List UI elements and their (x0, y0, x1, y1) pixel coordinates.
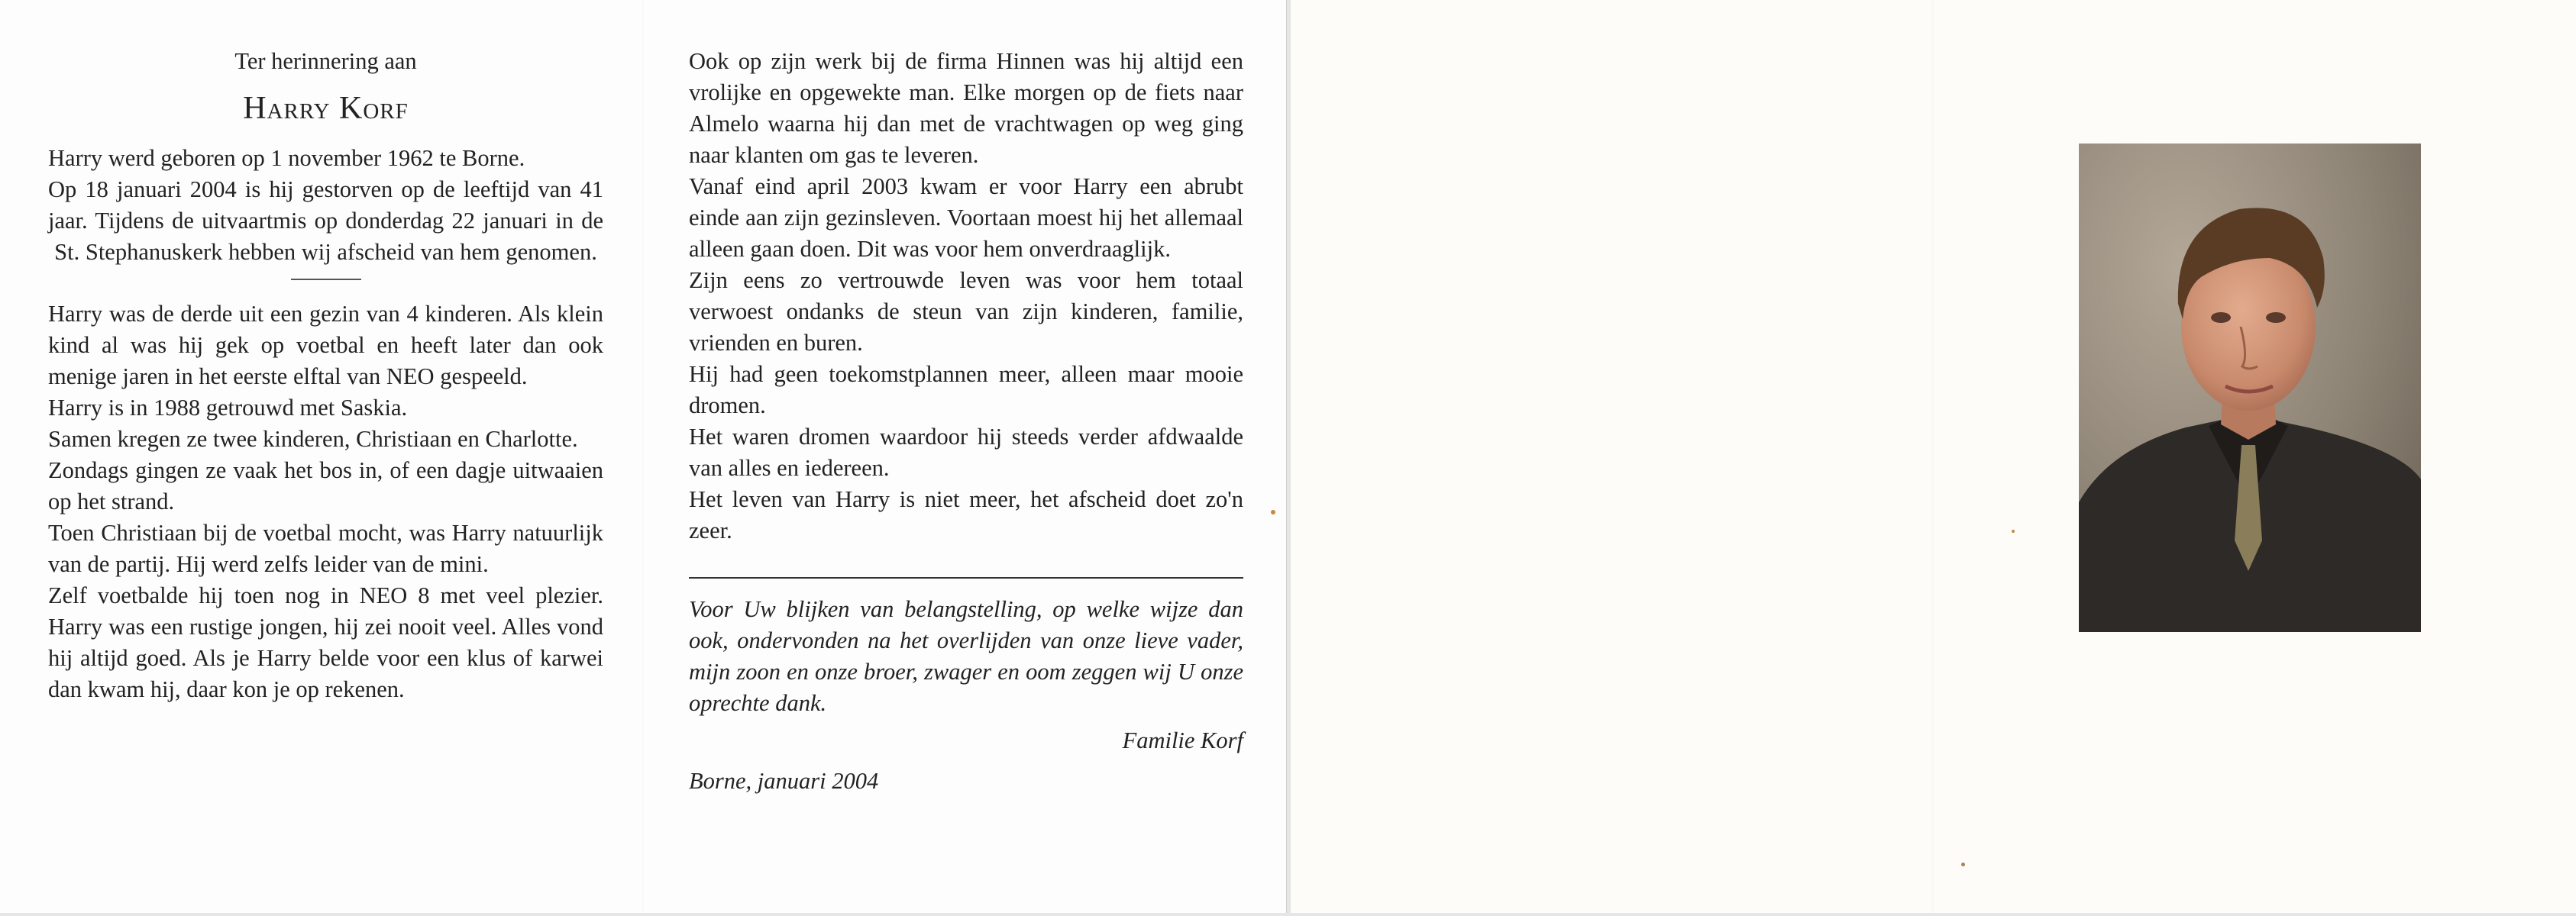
paragraph: Zondags gingen ze vaak het bos in, of een dagje uitwaaien op het strand. (48, 457, 603, 514)
paragraph: Zelf voetbalde hij toen nog in NEO 8 met veel plezier. Harry was een rustige jongen, hij zei nooit veel. Alles vond hij altijd goed. Als je Harry belde voor een klus of karwei dan kwam hij, daar kon je op rekenen. (48, 582, 603, 702)
deceased-name: Harry Korf (243, 91, 409, 126)
place-date: Borne, januari 2004 (689, 768, 879, 794)
portrait-illustration (2079, 144, 2421, 632)
paper-speck (1271, 510, 1275, 514)
birth-line: Harry werd geboren op 1 november 1962 te Borne. (48, 145, 525, 171)
fold-line (1932, 0, 1934, 913)
right-eye (2266, 312, 2286, 323)
paragraph: Harry is in 1988 getrouwd met Saskia. (48, 395, 408, 421)
fold-line (642, 0, 644, 913)
death-line: Op 18 januari 2004 is hij gestorven op de leeftijd van 41 jaar. Tijdens de uitvaartmis op donderdag 22 januari in de St. Stephanuskerk hebben wij afscheid van hem genomen. (48, 176, 603, 265)
card-inner-spread (0, 0, 1287, 913)
family-signature: Familie Korf (1122, 727, 1243, 753)
intro-text: Ter herinnering aan (234, 48, 417, 74)
portrait-photo (2079, 144, 2421, 632)
paragraph: Hij had geen toekomstplannen meer, alleen maar mooie dromen. (689, 361, 1243, 418)
thanks-rule (689, 577, 1243, 579)
paragraph: Toen Christiaan bij de voetbal mocht, was Harry natuurlijk van de partij. Hij werd zelfs leider van de mini. (48, 520, 603, 577)
text-column-right (689, 46, 1243, 797)
thanks-text: Voor Uw blijken van belangstelling, op welke wijze dan ook, ondervonden na het overlijden van onze lieve vader, mijn zoon en onze broer, zwager en oom zeggen wij U onze oprechte dank. (689, 596, 1243, 716)
paragraph: Vanaf eind april 2003 kwam er voor Harry een abrubt einde aan zijn gezinsleven. Voortaan moest hij het allemaal alleen gaan doen. Dit was voor hem onverdraaglijk. (689, 173, 1243, 262)
paragraph: Het waren dromen waardoor hij steeds verder afdwaalde van alles en iedereen. (689, 424, 1243, 481)
text-column-left (48, 46, 603, 705)
paragraph: Het leven van Harry is niet meer, het afscheid doet zo'n zeer. (689, 486, 1243, 543)
left-eye (2211, 312, 2231, 323)
paper-speck (1961, 863, 1965, 866)
section-divider (291, 279, 361, 280)
paragraph: Zijn eens zo vertrouwde leven was voor hem totaal verwoest ondanks de steun van zijn kinderen, familie, vrienden en buren. (689, 267, 1243, 356)
paragraph: Samen kregen ze twee kinderen, Christiaan en Charlotte. (48, 426, 578, 452)
paragraph: Ook op zijn werk bij de firma Hinnen was hij altijd een vrolijke en opgewekte man. Elke morgen op de fiets naar Almelo waarna hij dan met de vrachtwagen op weg ging naar klanten om gas te leveren. (689, 48, 1243, 168)
paragraph: Harry was de derde uit een gezin van 4 kinderen. Als klein kind al was hij gek op voetbal en heeft later dan ook menige jaren in het eerste elftal van NEO gespeeld. (48, 301, 603, 389)
paper-speck (2012, 530, 2015, 533)
